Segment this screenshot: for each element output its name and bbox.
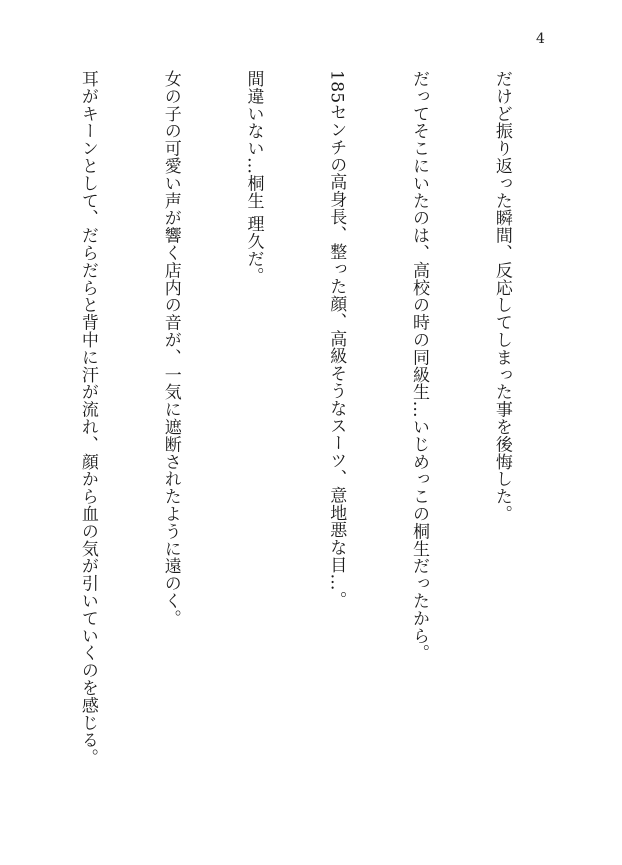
page-number: 4 [536, 31, 545, 47]
text-line: だってそこにいたのは、高校の時の同級生…いじめっこの桐生だったから。 [409, 70, 430, 662]
text-line: 耳がキーンとして、だらだらと背中に汗が流れ、顔から血の気が引いていくのを感じる。 [77, 70, 98, 766]
vertical-text-body [0, 70, 570, 830]
text-line: 女の子の可愛い声が響く店内の音が、一気に遮断されたように遠のく。 [160, 70, 181, 627]
blank-line [0, 70, 18, 830]
text-line: 185センチの高身長、整った顔、高級そうなスーツ、意地悪な目…。 [326, 70, 347, 609]
text-line: 間違いない…桐生 理久だ。 [243, 70, 264, 285]
text-line: だけど振り返った瞬間、反応してしまった事を後悔した。 [491, 70, 512, 523]
